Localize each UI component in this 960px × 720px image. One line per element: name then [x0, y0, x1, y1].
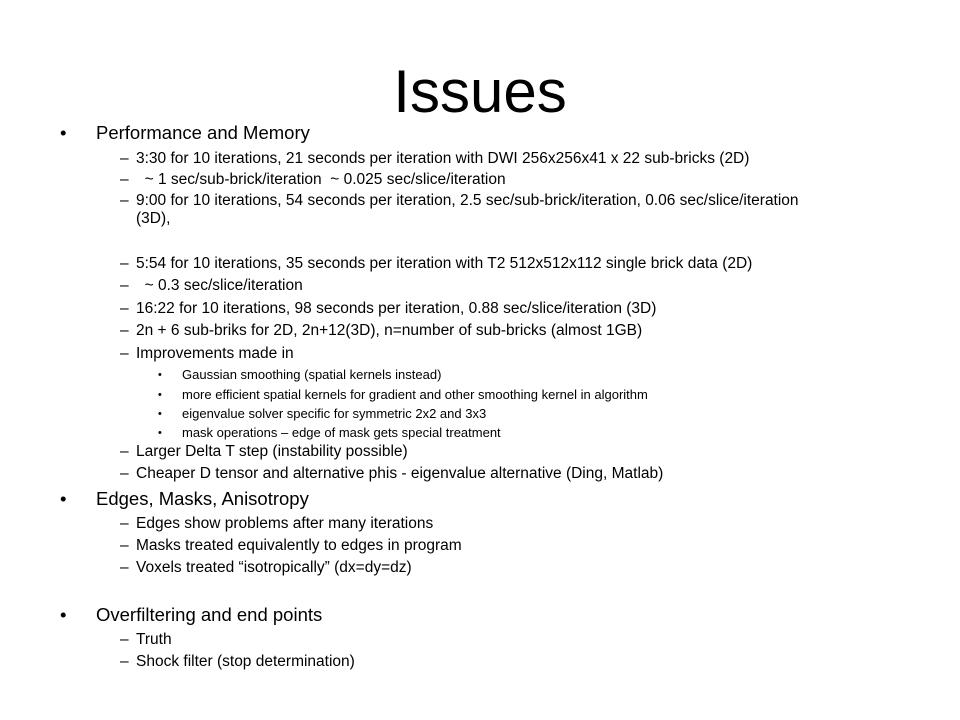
performance-item-2: ~ 1 sec/sub-brick/iteration ~ 0.025 sec/slice/iteration	[136, 171, 506, 188]
dash-bullet: –	[120, 277, 129, 294]
section-heading-overfiltering: Overfiltering and end points	[96, 604, 323, 625]
dash-bullet: –	[120, 345, 129, 362]
dash-bullet: –	[120, 150, 129, 167]
dash-bullet: –	[120, 631, 129, 648]
overfiltering-item-2: Shock filter (stop determination)	[136, 653, 355, 670]
performance-after-item-1: Larger Delta T step (instability possible)	[136, 443, 408, 460]
dash-bullet: –	[120, 465, 129, 482]
edges-item-2: Masks treated equivalently to edges in program	[136, 537, 462, 554]
bullet-dot: •	[60, 488, 67, 509]
dash-bullet: –	[120, 653, 129, 670]
overfiltering-item-1: Truth	[136, 631, 172, 648]
improvement-item-3: eigenvalue solver specific for symmetric 2x2 and 3x3	[182, 406, 487, 421]
slide-title: Issues	[393, 58, 567, 125]
edges-item-1: Edges show problems after many iterations	[136, 515, 434, 532]
section-heading-performance: Performance and Memory	[96, 122, 310, 143]
dash-bullet: –	[120, 322, 129, 339]
improvement-item-4: mask operations – edge of mask gets special treatment	[182, 425, 501, 440]
dash-bullet: –	[120, 559, 129, 576]
bullet-dot: •	[158, 427, 162, 439]
bullet-dot: •	[158, 389, 162, 401]
performance-item-4: 5:54 for 10 iterations, 35 seconds per iteration with T2 512x512x112 single brick data (2D)	[136, 255, 753, 272]
bullet-dot: •	[158, 369, 162, 381]
bullet-dot: •	[60, 122, 67, 143]
dash-bullet: –	[120, 537, 129, 554]
dash-bullet: –	[120, 300, 129, 317]
bullet-dot: •	[60, 604, 67, 625]
section-heading-edges: Edges, Masks, Anisotropy	[96, 488, 309, 509]
dash-bullet: –	[120, 171, 129, 188]
performance-item-8: Improvements made in	[136, 345, 294, 362]
performance-item-7: 2n + 6 sub-briks for 2D, 2n+12(3D), n=number of sub-bricks (almost 1GB)	[136, 322, 643, 339]
bullet-dot: •	[158, 408, 162, 420]
dash-bullet: –	[120, 255, 129, 272]
dash-bullet: –	[120, 515, 129, 532]
performance-item-6: 16:22 for 10 iterations, 98 seconds per iteration, 0.88 sec/slice/iteration (3D)	[136, 300, 657, 317]
improvement-item-2: more efficient spatial kernels for gradient and other smoothing kernel in algorithm	[182, 387, 648, 402]
performance-after-item-2: Cheaper D tensor and alternative phis - eigenvalue alternative (Ding, Matlab)	[136, 465, 664, 482]
edges-item-3: Voxels treated “isotropically” (dx=dy=dz)	[136, 559, 412, 576]
performance-item-1: 3:30 for 10 iterations, 21 seconds per iteration with DWI 256x256x41 x 22 sub-bricks (2D)	[136, 150, 750, 167]
performance-item-5: ~ 0.3 sec/slice/iteration	[136, 277, 303, 294]
dash-bullet: –	[120, 192, 129, 209]
performance-item-3: 9:00 for 10 iterations, 54 seconds per iteration, 2.5 sec/sub-brick/iteration, 0.06 sec/slice/iteration (3D),	[136, 192, 799, 227]
dash-bullet: –	[120, 443, 129, 460]
improvement-item-1: Gaussian smoothing (spatial kernels instead)	[182, 367, 442, 382]
